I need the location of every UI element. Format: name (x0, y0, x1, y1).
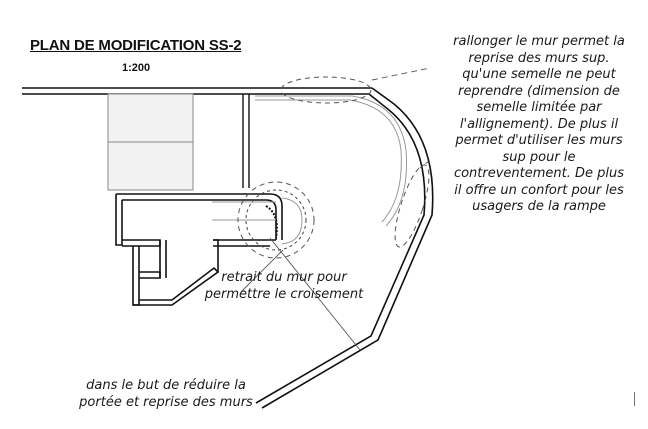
annotation-line: permet d'utiliser les murs (455, 133, 623, 148)
annotation-line: reprendre (dimension de (458, 83, 620, 99)
annotation-line: usagers de la rampe (472, 199, 606, 214)
annotation-rallonger (430, 34, 648, 216)
grey-block (108, 94, 193, 190)
annotation-line: il offre un confort pour les (454, 182, 624, 198)
edge-tick-mark (634, 392, 635, 406)
annotation-line: dans le but de réduire la (86, 378, 246, 393)
annotation-line: reprise des murs sup. (468, 50, 610, 66)
annotation-line: qu'une semelle ne peut (462, 67, 616, 82)
annotation-line: semelle limitée par (476, 100, 602, 115)
annotation-line: rallonger le mur permet la (453, 34, 625, 49)
guide-lines (212, 198, 302, 244)
annotation-line: portée et reprise des murs (79, 394, 253, 410)
annotation-line: sup pour le (502, 149, 576, 165)
ramp-inner-curve (255, 96, 407, 226)
top-wall (22, 88, 372, 94)
annotation-line: contreventement. De plus (453, 166, 625, 181)
annotation-line: l'allignement). De plus il (459, 116, 619, 132)
annotation-line: permettre le croisement (204, 286, 364, 302)
annotation-reduire (46, 378, 286, 411)
drawing-title: PLAN DE MODIFICATION SS-2 (30, 37, 242, 54)
drawing-scale: 1:200 (122, 62, 151, 74)
annotation-retrait (194, 270, 374, 303)
ramp-outer-wall (256, 88, 433, 408)
annotation-line: retrait du mur pour (221, 270, 347, 285)
vertical-wall (243, 94, 249, 188)
